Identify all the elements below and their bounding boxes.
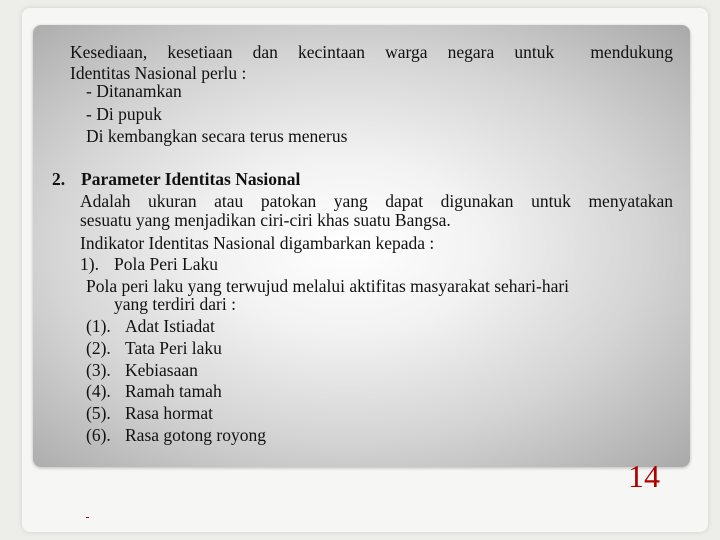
word: untuk	[514, 42, 555, 62]
word: untuk	[531, 191, 571, 211]
word: negara	[447, 42, 495, 62]
section2-p1-line1	[80, 191, 673, 211]
word: kesetiaan	[167, 42, 233, 62]
decorative-mark	[86, 517, 89, 518]
section2-heading: Parameter Identitas Nasional	[81, 169, 301, 189]
word: Kesediaan,	[70, 42, 148, 62]
list-item-text: Tata Peri laku	[125, 338, 222, 358]
subsection-number: 1).	[80, 254, 99, 274]
list-item-number: (1).	[86, 316, 111, 336]
list-item-number: (2).	[86, 338, 111, 358]
word: mendukung	[590, 42, 673, 62]
word: digunakan	[440, 191, 514, 211]
word: patokan	[260, 191, 317, 211]
word: yang	[333, 191, 368, 211]
word: Adalah	[80, 191, 131, 211]
word: warga	[385, 42, 428, 62]
section2-number: 2.	[52, 169, 66, 189]
list-item-text: Rasa gotong royong	[125, 425, 266, 445]
list-item-ditanamkan: - Ditanamkan	[86, 81, 182, 101]
word: kecintaan	[297, 42, 365, 62]
list-item-number: (6).	[86, 425, 111, 445]
list-item-di-pupuk: - Di pupuk	[86, 104, 162, 124]
list-item-number: (5).	[86, 403, 111, 423]
word: dapat	[385, 191, 424, 211]
list-item-text: Kebiasaan	[125, 360, 198, 380]
section2-p2: Indikator Identitas Nasional digambarkan kepada :	[80, 233, 435, 253]
list-item-text: Rasa hormat	[125, 403, 213, 423]
list-item-number: (3).	[86, 360, 111, 380]
list-item-di-kembangkan: Di kembangkan secara terus menerus	[86, 126, 348, 146]
description-line2: yang terdiri dari :	[114, 294, 236, 314]
word: ukuran	[148, 191, 197, 211]
word: menyatakan	[588, 191, 673, 211]
section1-line1	[70, 42, 673, 62]
word: dan	[252, 42, 278, 62]
description-line1: Pola peri laku yang terwujud melalui aktifitas masyarakat sehari-hari	[86, 276, 570, 296]
list-item-text: Ramah tamah	[125, 381, 222, 401]
section2-p1-line2: sesuatu yang menjadikan ciri-ciri khas suatu Bangsa.	[80, 210, 451, 230]
section1-line2: Identitas Nasional perlu :	[70, 63, 247, 83]
subsection-title: Pola Peri Laku	[114, 254, 219, 274]
page-number: 14	[628, 458, 660, 494]
list-item-number: (4).	[86, 381, 111, 401]
list-item-text: Adat Istiadat	[125, 316, 215, 336]
word: atau	[214, 191, 244, 211]
